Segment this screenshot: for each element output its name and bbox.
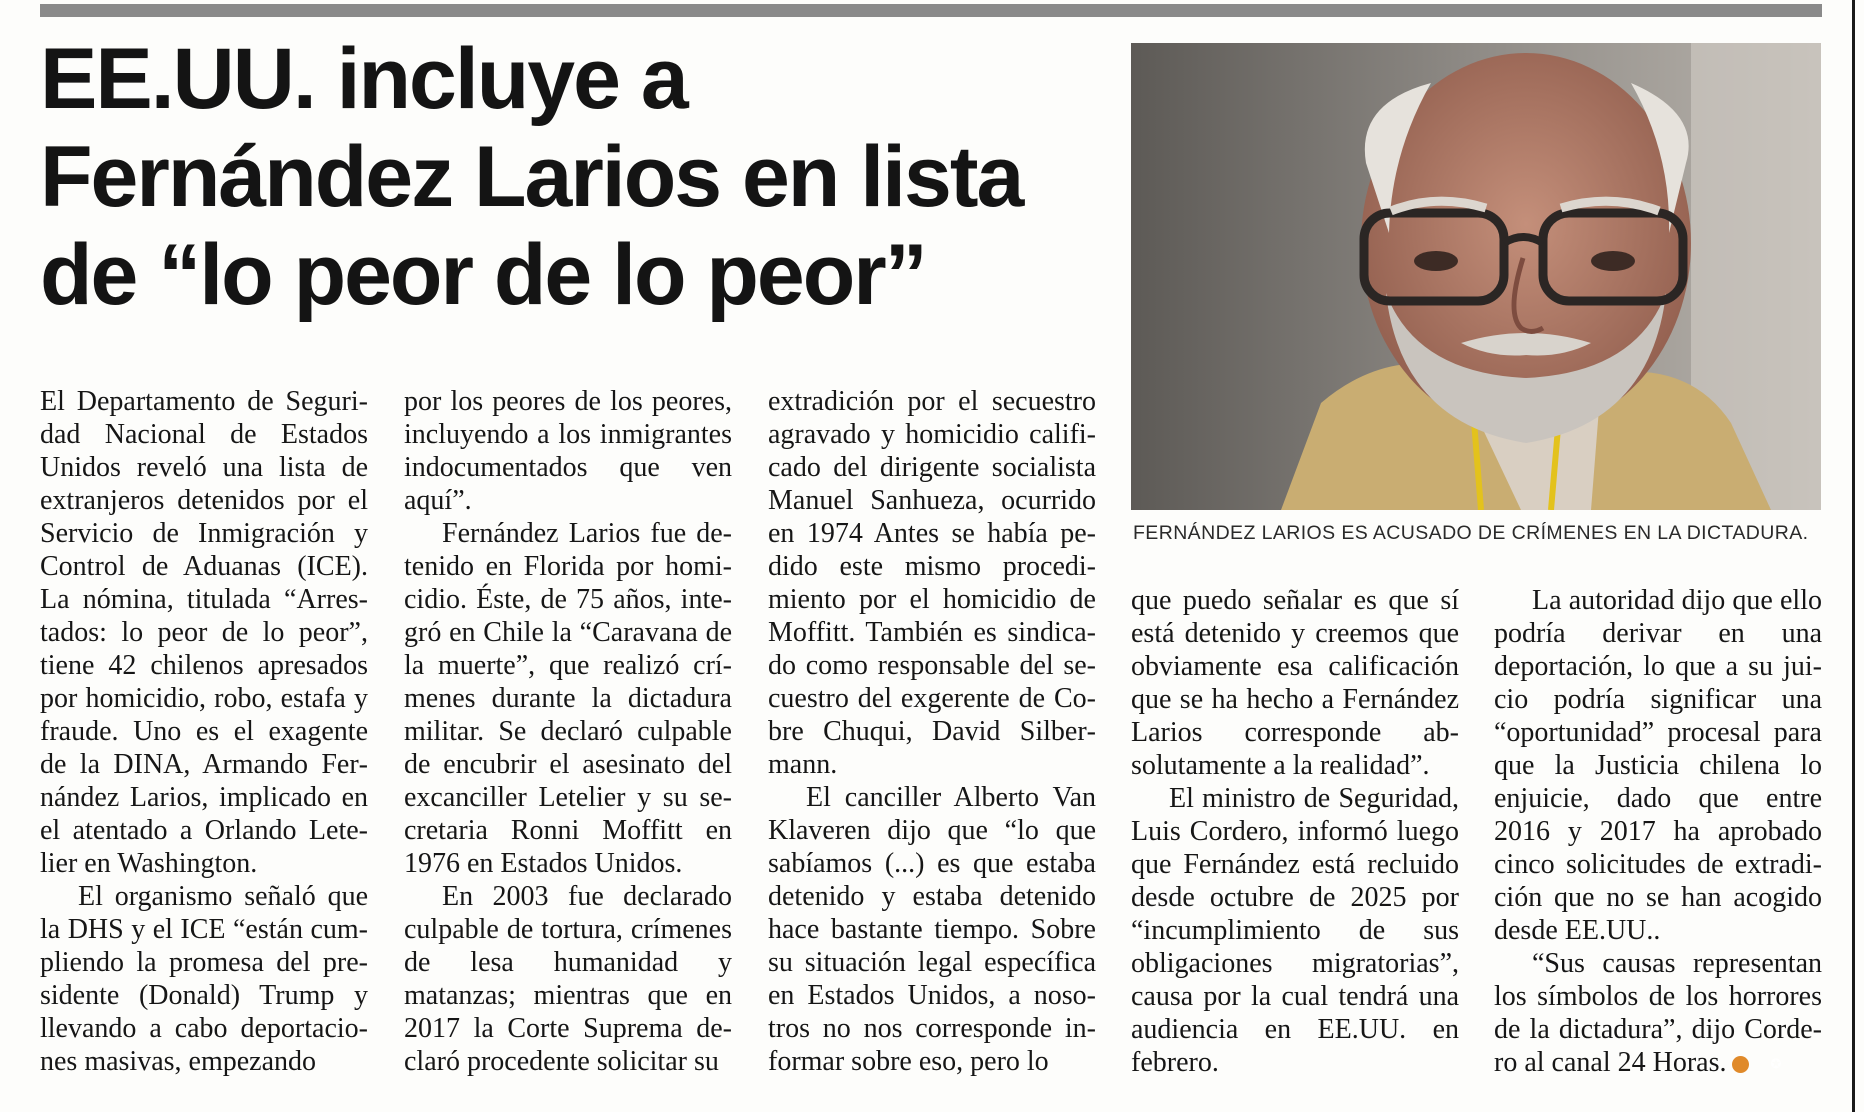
paragraph-6: El ministro de Seguridad, Luis Cordero, informó luego que Fernández está recluido desde octubre de 2025 por “incumplimiento de sus obligaciones migratorias”, causa por la cual tendrá una audiencia en EE.UU. en febrero. xyxy=(1131,783,1459,1078)
portrait-illustration xyxy=(1131,43,1821,510)
paragraph-1: El Departamento de Seguridad Nacional de Estados Unidos reveló una lista de extranjeros detenidos por el Servicio de Inmigración y Control de Aduanas (ICE). La nómina, titulada “Arrestados: lo peor de lo peor”, tiene 42 chilenos apresados por homicidio, robo, estafa y fraude. Uno es el exagente de la DINA, Armando Fernández Larios, implicado en el atentado a Orlando Letelier en Washington. xyxy=(40,386,368,879)
article-photo xyxy=(1131,43,1821,510)
paragraph-5-start: El canciller Alberto Van Klaveren dijo que “lo que sabíamos (...) es que estaba detenido y estaba detenido hace bastante tiempo. Sobre su situación legal específica en Estados Unidos, a nosotros no nos corresponde informar sobre eso, pero lo xyxy=(768,782,1096,1077)
paragraph-4-start: En 2003 fue declarado culpable de tortura, crímenes de lesa humanidad y matanzas; mientras que en 2017 la Corte Suprema declaró procedente solicitar su xyxy=(404,881,732,1077)
photo-caption: FERNÁNDEZ LARIOS ES ACUSADO DE CRÍMENES EN LA DICTADURA. xyxy=(1133,522,1809,544)
paragraph-4-end: extradición por el secuestro agravado y homicidio calificado del dirigente socialista Manuel Sanhueza, ocurrido en 1974 Antes se había pedido este mismo procedimiento por el homicidio de Moffitt. También es sindicado como responsable del secuestro del exgerente de Cobre Chuqui, David Silbermann. xyxy=(768,386,1096,780)
top-rule xyxy=(40,4,1822,17)
text-column-5 xyxy=(1494,584,1822,1079)
paragraph-5-end: que puedo señalar es que sí está detenido y creemos que obviamente esa calificación que se ha hecho a Fernández Larios corresponde absolutamente a la realidad”. xyxy=(1131,585,1459,781)
paragraph-3: Fernández Larios fue detenido en Florida por homicidio. Éste, de 75 años, integró en Chile la “Caravana de la muerte”, que realizó crímenes durante la dictadura militar. Se declaró culpable de encubrir el asesinato del excanciller Letelier y su secretaria Ronni Moffitt en 1976 en Estados Unidos. xyxy=(404,518,732,879)
paragraph-7: La autoridad dijo que ello podría derivar en una deportación, lo que a su juicio podría significar una “oportunidad” procesal para que la Justicia chilena lo enjuicie, dado que entre 2016 y 2017 ha aprobado cinco solicitudes de extradición que no se han acogido desde EE.UU.. xyxy=(1494,585,1822,946)
headline: EE.UU. incluye a Fernández Larios en lista de “lo peor de lo peor” xyxy=(40,31,1023,323)
text-column-1 xyxy=(40,385,368,1078)
paragraph-2-end: por los peores de los peores, incluyendo a los inmigrantes indocumentados que ven aquí”. xyxy=(404,386,732,516)
text-column-4 xyxy=(1131,584,1459,1079)
text-column-2 xyxy=(404,385,732,1078)
paragraph-2-start: El organismo señaló que la DHS y el ICE “están cumpliendo la promesa del presidente (Donald) Trump y llevando a cabo deportaciones masivas, empezando xyxy=(40,881,368,1077)
text-column-3 xyxy=(768,385,1096,1078)
page-edge-divider xyxy=(1852,0,1855,1112)
paragraph-8: “Sus causas representan los símbolos de los horrores de la dictadura”, dijo Cordero al canal 24 Horas. xyxy=(1494,948,1822,1078)
end-of-article-icon: ✪ xyxy=(1732,1056,1749,1073)
